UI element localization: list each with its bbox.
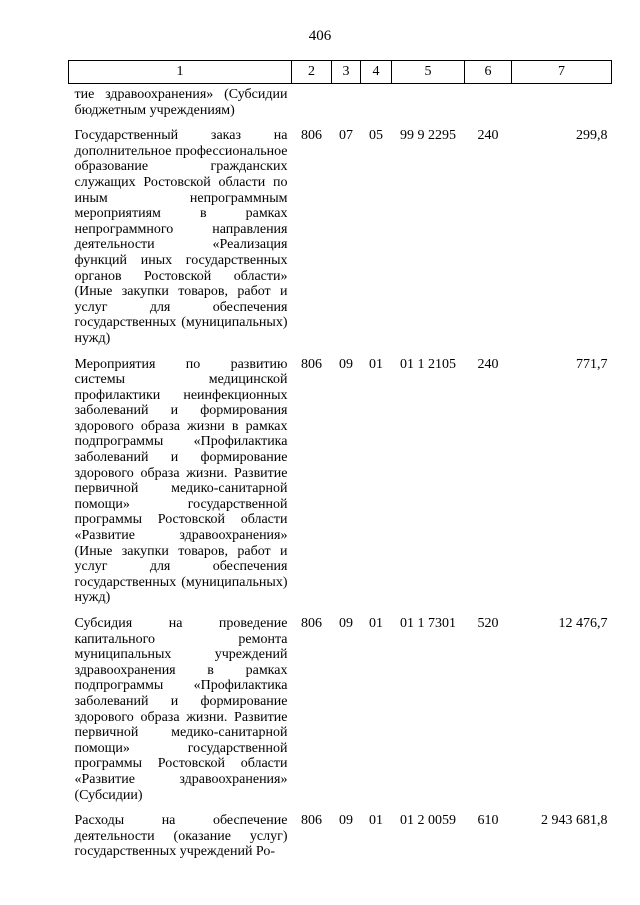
row-description: Мероприятия по развитию системы медицинской профилактики неинфекционных заболеваний и формирования здорового образа жизни в рамках подпрограммы «Профилактика заболеваний и формирование здорового образа жизни. Развитие первичной медико-санитарной помощи» государственной программы Ростовской области «Развитие здравоохранения» (Иные закупки товаров, работ и услуг для обеспечения государственных (муниципальных) нужд): [74, 356, 288, 606]
row-subsection-code: 01: [369, 616, 383, 631]
budget-table: [68, 60, 612, 870]
row-expense-type: 240: [477, 356, 499, 372]
row-section-code: 09: [339, 356, 353, 372]
row-subsection-code: 01: [369, 356, 383, 372]
row-description: тие здравоохранения» (Субсидии бюджетным учреждениям): [74, 87, 288, 118]
row-amount: 299,8: [576, 128, 608, 144]
row-target-code: 01 1 7301: [400, 616, 456, 631]
column-header-2: 2: [292, 61, 332, 84]
row-ministry-code: 806: [301, 128, 322, 144]
row-subsection-code: 05: [369, 128, 383, 144]
column-header-4: 4: [361, 61, 392, 84]
page-number: 406: [308, 28, 332, 44]
column-header-5: 5: [392, 61, 465, 84]
row-expense-type: 240: [477, 128, 499, 144]
row-description: Расходы на обеспечение деятельности (оказание услуг) государственных учреждений Ро-: [74, 813, 288, 860]
row-description: Государственный заказ на дополнительное профессиональное образование гражданских служащих Ростовской области по иным непрограммным мероприятиям в рамках непрограммного направления деятельности «Реализация функций иных государственных органов Ростовской области» (Иные закупки товаров, работ и услуг для обеспечения государственных (муниципальных) нужд): [74, 128, 288, 346]
row-target-code: 01 2 0059: [400, 813, 456, 829]
row-section-code: 07: [339, 128, 353, 144]
table-row: [69, 357, 612, 617]
table-row-continuation: [69, 84, 612, 129]
row-amount: 12 476,7: [558, 616, 608, 631]
row-ministry-code: 806: [301, 356, 322, 372]
row-amount: 771,7: [576, 356, 608, 372]
table-row: [69, 813, 612, 870]
row-section-code: 09: [339, 616, 353, 631]
row-expense-type: 610: [477, 813, 499, 829]
row-target-code: 01 1 2105: [400, 356, 456, 372]
row-target-code: 99 9 2295: [400, 128, 456, 144]
row-section-code: 09: [339, 813, 353, 829]
row-description: Субсидия на проведение капитального ремонта муниципальных учреждений здравоохранения в рамках подпрограммы «Профилактика заболеваний и формирование здорового образа жизни. Развитие первичной медико-санитарной помощи» государственной программы Ростовской области «Развитие здравоохранения» (Субсидии): [74, 616, 288, 803]
table-row: [69, 128, 612, 356]
column-header-3: 3: [332, 61, 361, 84]
table-header-row: [69, 61, 612, 84]
row-subsection-code: 01: [369, 813, 383, 829]
row-ministry-code: 806: [301, 813, 322, 829]
row-amount: 2 943 681,8: [541, 813, 608, 829]
column-header-1: 1: [69, 61, 292, 84]
column-header-7: 7: [512, 61, 612, 84]
row-ministry-code: 806: [301, 616, 322, 631]
row-expense-type: 520: [477, 616, 499, 631]
table-row: [69, 616, 612, 813]
column-header-6: 6: [465, 61, 512, 84]
